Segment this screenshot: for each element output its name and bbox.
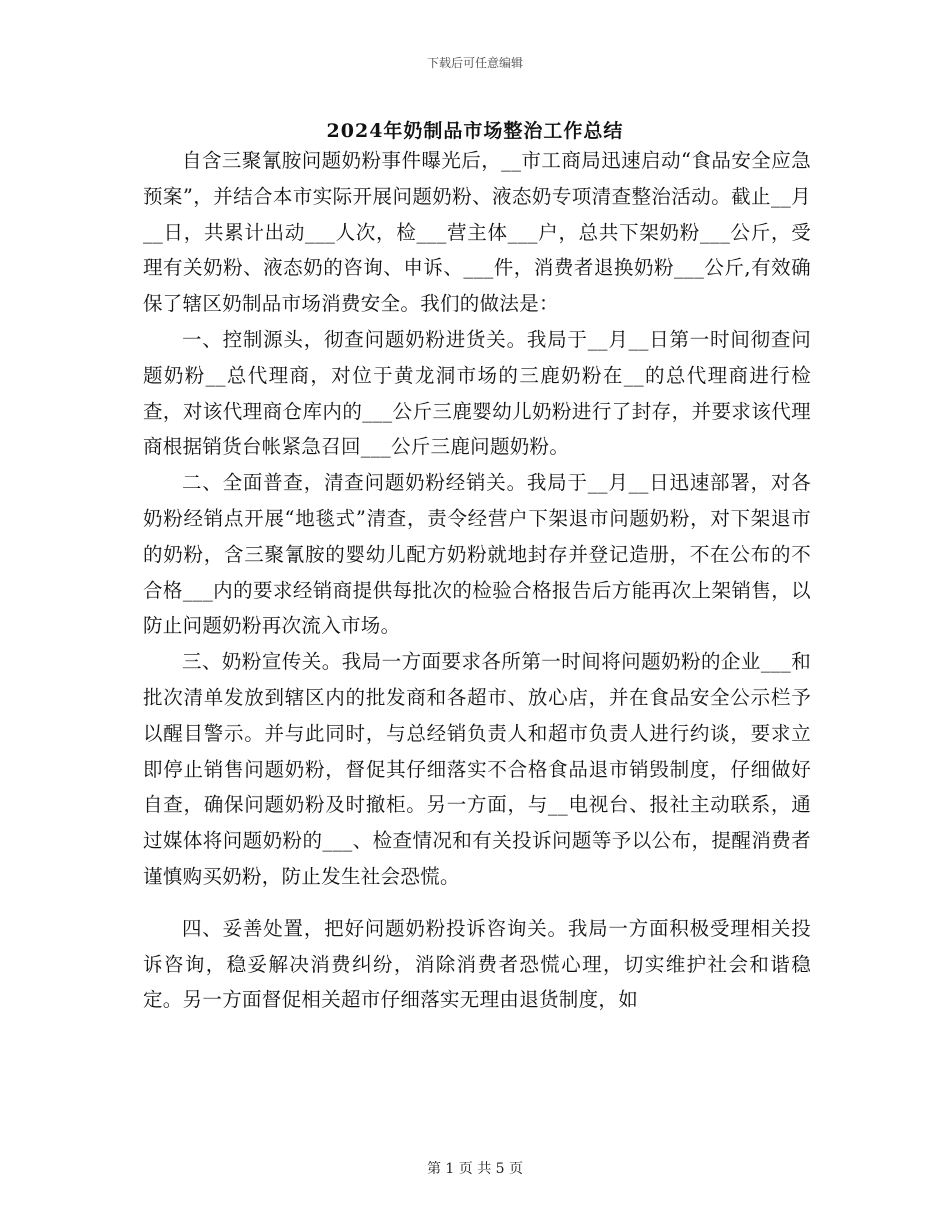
paragraph-section-2: 二、全面普查，清查问题奶粉经销关。我局于__月__日迅速部署，对各奶粉经销点开展“地毯式”清查，责令经营户下架退市问题奶粉，对下架退市的奶粉，含三聚氰胺的婴幼儿配方奶粉就地封存并登记造册，不在公布的不合格___内的要求经销商提供每批次的检验合格报告后方能再次上架销售，以防止问题奶粉再次流入市场。 — [143, 471, 811, 638]
document-title: 2024年奶制品市场整治工作总结 — [326, 120, 624, 142]
document-body — [143, 143, 811, 1018]
paragraph-section-4: 四、妥善处置，把好问题奶粉投诉咨询关。我局一方面积极受理相关投诉咨询，稳妥解决消费纠纷，消除消费者恐慌心理，切实维护社会和谐稳定。另一方面督促相关超市仔细落实无理由退货制度，如 — [143, 916, 811, 1012]
page-number-footer: 第 1 页 共 5 页 — [426, 1161, 524, 1177]
header-note: 下载后可任意编辑 — [426, 56, 523, 70]
paragraph-section-1: 一、控制源头，彻查问题奶粉进货关。我局于__月__日第一时间彻查问题奶粉__总代理商，对位于黄龙洞市场的三鹿奶粉在__的总代理商进行检查，对该代理商仓库内的___公斤三鹿婴幼儿奶粉进行了封存，并要求该代理商根据销货台帐紧急召回___公斤三鹿问题奶粉。 — [143, 327, 811, 459]
paragraph-section-3: 三、奶粉宣传关。我局一方面要求各所第一时间将问题奶粉的企业___和批次清单发放到辖区内的批发商和各超市、放心店，并在食品安全公示栏予以醒目警示。并与此同时，与总经销负责人和超市负责人进行约谈，要求立即停止销售问题奶粉，督促其仔细落实不合格食品退市销毁制度，仔细做好自查，确保问题奶粉及时撤柜。另一方面，与__电视台、报社主动联系，通过媒体将问题奶粉的___、检查情况和有关投诉问题等予以公布，提醒消费者谨慎购买奶粉，防止发生社会恐慌。 — [143, 650, 811, 888]
paragraph-intro: 自含三聚氰胺问题奶粉事件曝光后，__市工商局迅速启动“食品安全应急预案”，并结合本市实际开展问题奶粉、液态奶专项清查整治活动。截止__月__日，共累计出动___人次，检___营主体___户，总共下架奶粉___公斤，受理有关奶粉、液态奶的咨询、申诉、___件，消费者退换奶粉___公斤,有效确保了辖区奶制品市场消费安全。我们的做法是： — [143, 149, 811, 316]
